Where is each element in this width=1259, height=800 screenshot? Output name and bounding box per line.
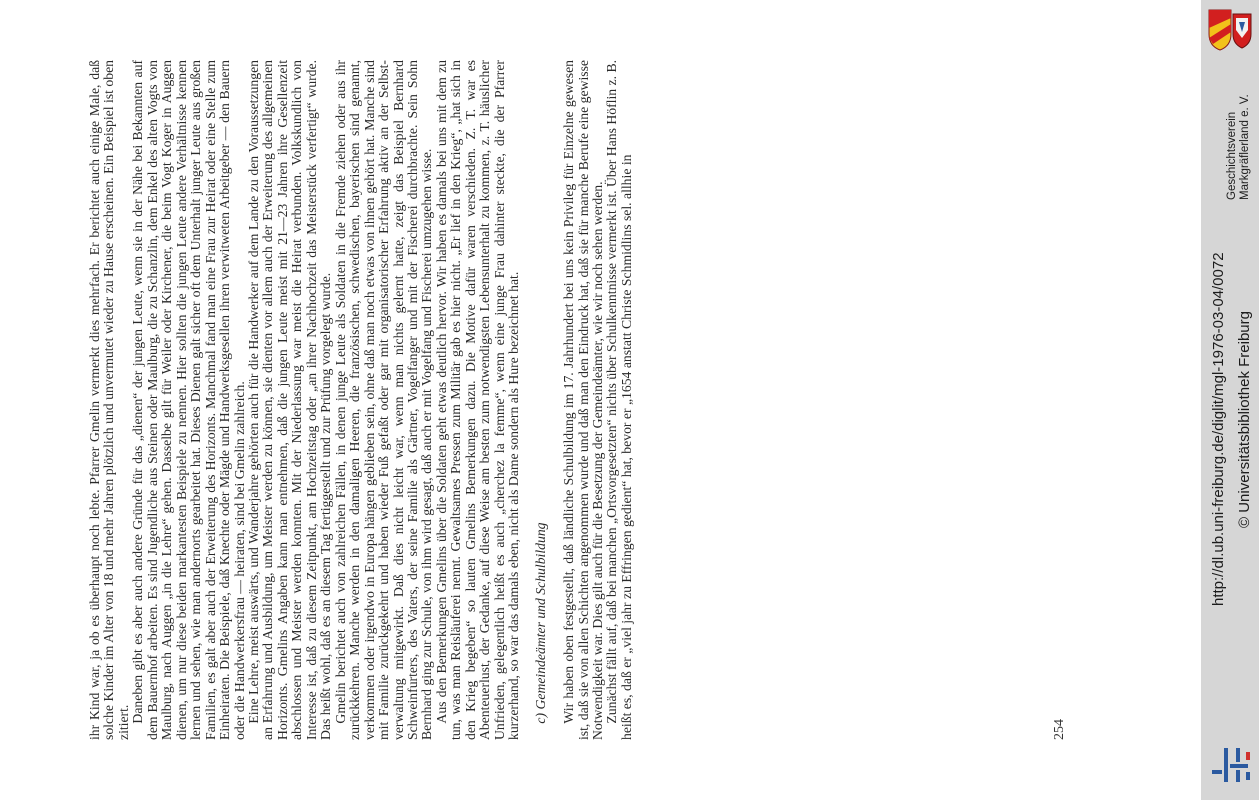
- society-line-2: Markgräflerland e. V.: [1239, 94, 1251, 200]
- paragraph: Aus den Bemerkungen Gmelins über die Soldaten geht etwas deutlich hervor. Wir haben es damals bei uns mit dem zu tun, was man Reisläuferei nennt. Gewaltsames Pressen zum Militär gab es hier nicht. „Er lief in den Krieg“, „hat sich in den Krieg begeben“ so lauten Gmelins Bemerkungen dazu. Die Motive dafür waren verschieden. Z. T. war es Abenteuerlust, der Gedanke, auf diese Weise am besten zum notwendigsten Lebensunterhalt zu kommen, z. T. häuslicher Unfrieden, gelegentlich heißt es auch „cherchez la femme“, wenn eine junge Frau dahinter steckte, die der Pfarrer kurzerhand, so war das damals eben, nicht als Dame sondern als Hure bezeichnet hat.: [433, 60, 522, 740]
- page-number: 254: [1052, 719, 1067, 740]
- ub-freiburg-logo-icon: [1210, 744, 1254, 784]
- paragraph: Gmelin berichtet auch von zahlreichen Fällen, in denen junge Leute als Soldaten in die Fremde ziehen oder aus ihr zurückkehren. Manche werden in den damaligen Heeren, die französischen, schwedischen, bayerischen sind genannt, verkommen oder irgendwo in Europa hängen geblieben sein, ohne daß man noch etwas von ihnen gehört hat. Manche sind mit Familie zurückgekehrt und haben wieder Fuß gefaßt oder gar mit organisatorischer Erfahrung aktiv an der Selbstverwaltung mitgewirkt. Daß dies nicht leicht war, wenn man nichts gelernt hatte, zeigt das Beispiel Bernhard Schweinfurters, des Vaters, der seine Familie als Gärtner, Vogelfanger und mit der Fischerei durchbrachte. Sein Sohn Bernhard ging zur Schule, von ihm wird gesagt, daß auch er mit Vogelfang und Fischerei umzugehen wisse.: [332, 60, 435, 740]
- paragraph: ihr Kind war, ja ob es überhaupt noch lebte. Pfarrer Gmelin vermerkt dies mehrfach. Er berichtet auch einige Male, daß solche Kinder im Alter von 18 und mehr Jahren plötzlich und unvermutet wieder zu Hause erscheinen. Ein Beispiel ist oben zitiert.: [87, 60, 131, 740]
- paragraph: Zunächst fällt auf, daß bei manchen „Ortsvorgesetzten“ nichts über Schulkenntnisse vermerkt ist. Über Hans Höflin z. B. heißt es, daß er „viel jahr zu Effringen gedient“ hat, bevor er „1654 anstatt Christe Schmidlins sel. allhie in: [604, 60, 634, 740]
- society-line-1: Geschichtsverein: [1226, 111, 1238, 200]
- paragraph: Daneben gibt es aber auch andere Gründe für das „dienen“ der jungen Leute, wenn sie in der Nähe bei Bekannten auf dem Bauernhof arbeiten. Es sind Jugendliche aus Steinen oder Maulburg, die zu Schanzlin, dem Enkel des alten Vogts von Maulburg, nach Auggen „in die Lehre“ gehen. Dasselbe gilt für Weiler oder Kirchener, die beim Vogt Koger in Auggen dienen, um nur diese beiden markantesten Beispiele zu nennen. Hier sollten die jungen Leute andere Verhältnisse kennen lernen und sehen, wie man andernorts gearbeitet hat. Dieses Dienen galt sicher oft dem Unterhalt junger Leute aus großen Familien, es galt aber auch der Erweiterung des Horizonts. Manchmal fand man eine Frau zur Heirat oder eine Stelle zum Einheiraten. Die Beispiele, daß Knechte oder Mägde und Handwerksgesellen ihren verwitweten Arbeitgeber — den Bauern oder die Handwerkersfrau — heiraten, sind bei Gmelin zahlreich.: [130, 60, 247, 740]
- page-text: [88, 60, 634, 740]
- source-url-link[interactable]: http://dl.ub.uni-freiburg.de/diglit/mgl-1976-03-04/0072: [1210, 252, 1227, 606]
- paragraph: Eine Lehre, meist auswärts, und Wanderjahre gehörten auch für die Handwerker auf dem Lande zu den Voraussetzungen an Erfahrung und Ausbildung, um Meister werden zu können, sie dienten vor allem auch der Erweiterung des allgemeinen Horizonts. Gmelins Angaben kann man entnehmen, daß die jungen Leute meist mit 21—23 Jahren ihre Gesellenzeit abschlossen und Meister werden konnten. Mit der Niederlassung war meist die Heirat verbunden. Volkskundlich von Interesse ist, daß zu diesem Zeitpunkt, am Hochzeitstag oder „an ihrer Nachhochzeit das Meisterstück verfertigt“ wurde. Das heißt wohl, daß es an diesem Tag fertiggestellt und zur Prüfung vorgelegt wurde.: [245, 60, 334, 740]
- section-heading: c) Gemeindeämter und Schulbildung: [532, 522, 548, 724]
- paragraph: Wir haben oben festgestellt, daß ländliche Schulbildung im 17. Jahrhundert bei uns kein Privileg für Einzelne gewesen ist, daß sie von allen Schichten angenommen wurde und daß man den Eindruck hat, daß sie für manche Berufe eine gewisse Notwendigkeit war. Dies gilt auch für die Besetzung der Gemeindeämter, wie wir noch sehen werden.: [561, 60, 605, 740]
- coat-of-arms-icon: [1207, 8, 1253, 52]
- society-label: [1226, 94, 1252, 200]
- copyright-notice: © Universitätsbibliothek Freiburg: [1236, 311, 1253, 528]
